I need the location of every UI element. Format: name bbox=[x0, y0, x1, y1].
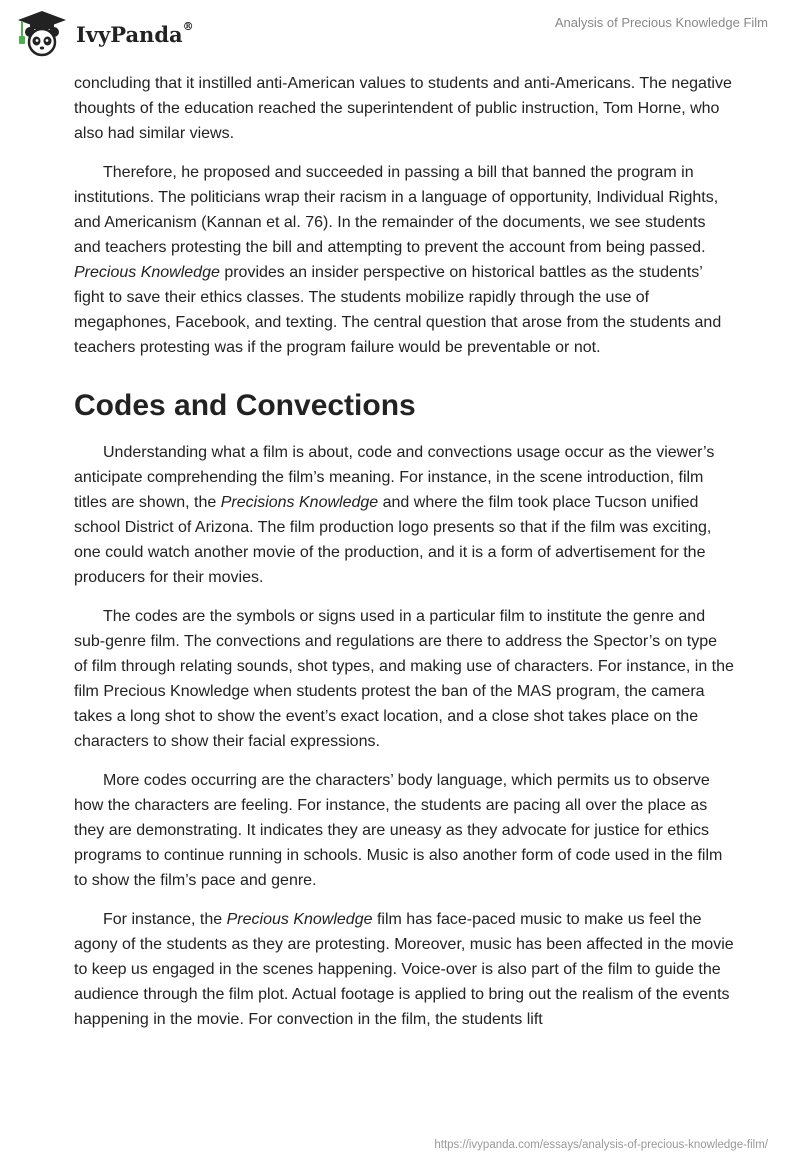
film-title-italic: Precisions Knowledge bbox=[220, 494, 379, 511]
panda-graduate-icon bbox=[14, 8, 70, 58]
film-title-italic: Precious Knowledge bbox=[74, 264, 220, 281]
essay-content bbox=[74, 71, 734, 1046]
paragraph-2: Therefore, he proposed and succeeded in passing a bill that banned the program in institutions. The politicians wrap their racism in a language of opportunity, Individual Rights, and Americanism (Kannan et al. 76). In the remainder of the documents, we see students and teachers protesting the bill and attempting to prevent the account from being passed. Precious Knowledge provides an insider perspective on historical battles as the students’ fight to save their ethics classes. The students mobilize rapidly through the use of megaphones, Facebook, and texting. The central question that arose from the students and teachers protesting was if the program failure would be preventable or not. bbox=[74, 164, 722, 356]
ivypanda-logo[interactable] bbox=[14, 8, 194, 58]
paragraph-5: More codes occurring are the characters’ body language, which permits us to observe how the characters are feeling. For instance, the students are pacing all over the place as they are demonstrating. It indicates they are uneasy as they advocate for justice for ethics programs to continue running in schools. Music is also another form of code used in the film to show the film’s pace and genre. bbox=[74, 772, 723, 889]
paragraph-4: The codes are the symbols or signs used in a particular film to institute the genre and sub-genre film. The convections and regulations are there to address the Spector’s on type of film through relating sounds, shot types, and making use of characters. For instance, in the film Precious Knowledge when students protest the ban of the MAS program, the camera takes a long shot to show the event’s exact location, and a close shot takes place on the characters to show their facial expressions. bbox=[74, 608, 734, 750]
paragraph-1: concluding that it instilled anti-American values to students and anti-Americans. The negative thoughts of the education reached the superintendent of public instruction, Tom Horne, who also had similar views. bbox=[74, 75, 732, 142]
document-title: Analysis of Precious Knowledge Film bbox=[554, 15, 768, 30]
page-header bbox=[0, 0, 800, 70]
film-title-italic: Precious Knowledge bbox=[226, 911, 373, 928]
section-heading: Codes and Convections bbox=[74, 389, 416, 422]
paragraph-3: Understanding what a film is about, code and convections usage occur as the viewer’s anticipate comprehending the film’s meaning. For instance, in the scene introduction, film titles are shown, the Precisions Knowledge and where the film took place Tucson unified school District of Arizona. The film production logo presents so that if the film was exciting, one could watch another movie of the production, and it is a form of advertisement for the producers for their movies. bbox=[74, 444, 715, 586]
paragraph-6: For instance, the Precious Knowledge film has face-paced music to make us feel the agony of the students as they are protesting. Moreover, music has been affected in the movie to keep us engaged in the scenes happening. Voice-over is also part of the film to guide the audience through the film plot. Actual footage is applied to bring out the realism of the events happening in the movie. For convection in the film, the students lift bbox=[74, 911, 734, 1028]
logo-text: IvyPanda® bbox=[76, 19, 194, 47]
footer-url[interactable]: https://ivypanda.com/essays/analysis-of-precious-knowledge-film/ bbox=[434, 1139, 768, 1151]
